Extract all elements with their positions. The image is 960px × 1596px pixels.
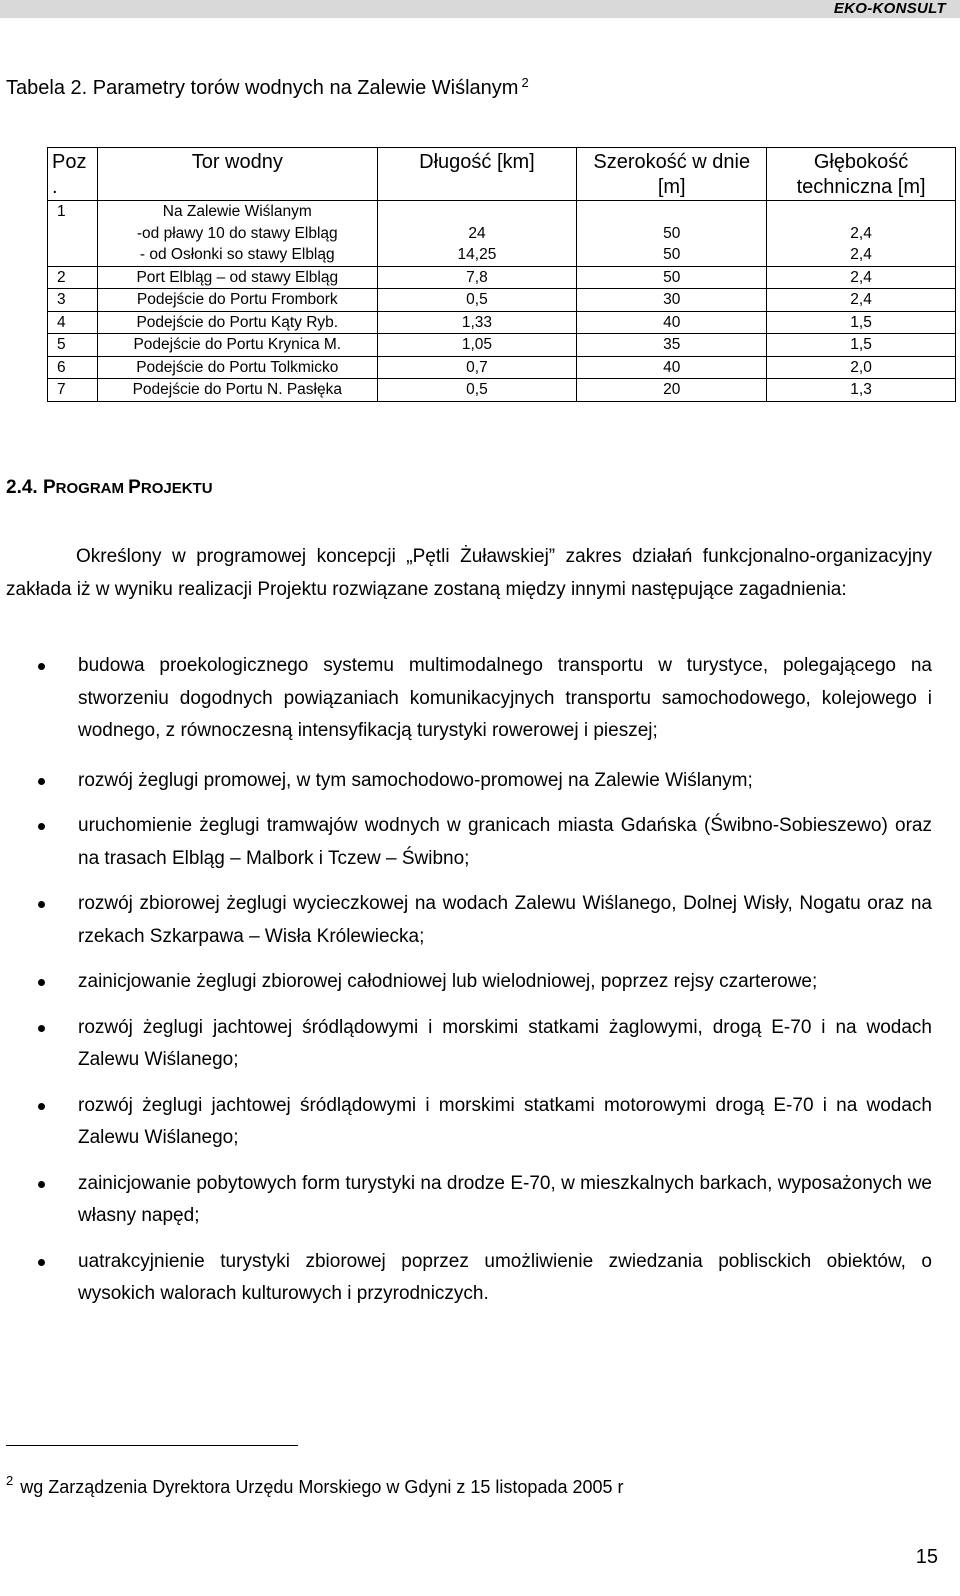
list-item-text: uruchomienie żeglugi tramwajów wodnych w granicach miasta Gdańska (Świbno-Sobieszewo) oraz na trasach Elbląg – Malbork i Tczew – Świbno; [78,815,932,869]
waterways-table [47,147,956,402]
cell-glebokosc: 1,5 [767,334,956,357]
bullet-icon [38,901,45,908]
cell-poz: 3 [48,289,98,312]
footnote-ref: 2 [521,75,529,90]
cell-value: 14,25 [457,246,497,263]
cell-poz: 1 [48,201,98,267]
cell-glebokosc [767,201,956,267]
cell-dlugosc: 0,5 [377,379,577,402]
cell-poz: 2 [48,266,98,289]
bullet-icon [38,1181,45,1188]
cell-tor: Podejście do Portu N. Pasłęka [97,379,377,402]
cell-glebokosc: 2,4 [767,289,956,312]
table-title [6,75,529,100]
cell-value: 24 [468,224,486,242]
header-dlugosc: Długość [km] [377,148,577,201]
cell-szerokosc [577,201,767,267]
list-item-text: rozwój żeglugi promowej, w tym samochodowo-promowej na Zalewie Wiślanym; [78,769,753,791]
cell-poz: 7 [48,379,98,402]
cell-dlugosc: 1,33 [377,311,577,334]
cell-tor: Podejście do Portu Tolkmicko [97,356,377,379]
cell-szerokosc: 50 [577,266,767,289]
list-item-text: zainicjowanie pobytowych form turystyki na drodze E-70, w mieszkalnych barkach, wyposażonych we własny napęd; [78,1172,932,1226]
section-title-part: ROGRAM [55,480,129,497]
list-item [0,810,932,875]
table-title-text: Tabela 2. Parametry torów wodnych na Zalewie Wiślanym [6,77,519,99]
cell-poz: 4 [48,311,98,334]
cell-tor: Podejście do Portu Kąty Ryb. [97,311,377,334]
cell-szerokosc: 35 [577,334,767,357]
cell-tor: Podejście do Portu Frombork [97,289,377,312]
page-number: 15 [915,1546,938,1568]
footnote-number: 2 [6,1473,14,1488]
bullet-icon [38,1103,45,1110]
cell-szerokosc: 40 [577,311,767,334]
bullet-icon [38,778,45,785]
company-name: EKO-KONSULT [833,0,946,17]
bullet-icon [38,1259,45,1266]
cell-dlugosc: 0,7 [377,356,577,379]
section-title-part: ROJEKTU [140,480,213,497]
list-item-text: rozwój żeglugi jachtowej śródlądowymi i morskimi statkami motorowymi drogą E-70 i na wodach Zalewu Wiślanego; [78,1094,932,1148]
footnote-text: wg Zarządzenia Dyrektora Urzędu Morskiego w Gdyni z 15 listopada 2005 r [20,1477,624,1497]
bullet-icon [38,823,45,830]
list-item [0,1012,932,1077]
table-header-row [48,148,956,201]
cell-value: 50 [663,246,681,263]
cell-tor: Podejście do Portu Krynica M. [97,334,377,357]
table-row [48,289,956,312]
cell-value: 50 [663,224,681,242]
cell-tor-line: Na Zalewie Wiślanym [162,203,312,220]
table-row [48,379,956,402]
table-row [48,201,956,267]
table-row [48,311,956,334]
list-item [0,765,932,798]
header-poz: Poz . [48,148,98,201]
cell-dlugosc: 7,8 [377,266,577,289]
section-number: 2.4. [6,477,38,498]
list-item-text: zainicjowanie żeglugi zbiorowej całodniowej lub wielodniowej, poprzez rejsy czarterowe; [78,971,818,992]
cell-szerokosc: 40 [577,356,767,379]
footnote [6,1473,624,1498]
list-item-text: rozwój żeglugi jachtowej śródlądowymi i morskimi statkami żaglowymi, drogą E-70 i na wodach Zalewu Wiślanego; [78,1016,932,1070]
cell-glebokosc: 1,3 [767,379,956,402]
bullet-icon [38,1025,45,1032]
cell-value: 2,4 [850,246,872,263]
intro-paragraph: Określony w programowej koncepcji „Pętli Żuławskiej” zakres działań funkcjonalno-organizacyjny zakłada iż w wyniku realizacji Projektu rozwiązane zostaną między innymi następujące zagadnienia: [6,546,932,600]
cell-glebokosc: 2,0 [767,356,956,379]
cell-tor: Port Elbląg – od stawy Elbląg [97,266,377,289]
cell-tor [97,201,377,267]
table-row [48,334,956,357]
list-item-text: budowa proekologicznego systemu multimodalnego transportu w turystyce, polegającego na stworzeniu dogodnych powiązaniach komunikacyjnych transportu samochodowego, kolejowego i wodnego, z równoczesną intensyfikacją turystyki rowerowej i pieszej; [78,655,932,741]
cell-glebokosc: 2,4 [767,266,956,289]
cell-value: 2,4 [850,224,872,242]
cell-tor-line: - od Osłonki so stawy Elbląg [139,246,335,263]
header-glebokosc: Głębokość techniczna [m] [767,148,956,201]
cell-szerokosc: 20 [577,379,767,402]
header-tor: Tor wodny [97,148,377,201]
list-item-text: uatrakcyjnienie turystyki zbiorowej poprzez umożliwienie zwiedzania poblisckich obiektów, o wysokich walorach kulturowych i przyrodniczych. [78,1250,932,1304]
header-szerokosc: Szerokość w dnie [m] [577,148,767,201]
bullet-icon [38,663,45,670]
cell-szerokosc: 30 [577,289,767,312]
cell-tor-line: -od pławy 10 do stawy Elbląg [136,224,338,242]
list-item [0,1246,932,1311]
bullet-icon [38,979,45,986]
cell-glebokosc: 1,5 [767,311,956,334]
list-item-text: rozwój zbiorowej żeglugi wycieczkowej na wodach Zalewu Wiślanego, Dolnej Wisły, Nogatu oraz na rzekach Szkarpawa – Wisła Królewiecka; [78,893,932,947]
section-heading [6,477,213,499]
cell-dlugosc: 0,5 [377,289,577,312]
bullet-list [0,650,932,1311]
footnote-divider [6,1445,298,1446]
table-row [48,266,956,289]
cell-dlugosc [377,201,577,267]
list-item [0,650,932,748]
list-item [0,1090,932,1155]
cell-dlugosc: 1,05 [377,334,577,357]
table-row [48,356,956,379]
page-header [0,0,960,18]
list-item [0,966,932,999]
cell-poz: 5 [48,334,98,357]
section-title-part: P [128,477,141,498]
list-item [0,1168,932,1233]
section-title-part: P [42,477,56,498]
cell-poz: 6 [48,356,98,379]
list-item [0,888,932,953]
